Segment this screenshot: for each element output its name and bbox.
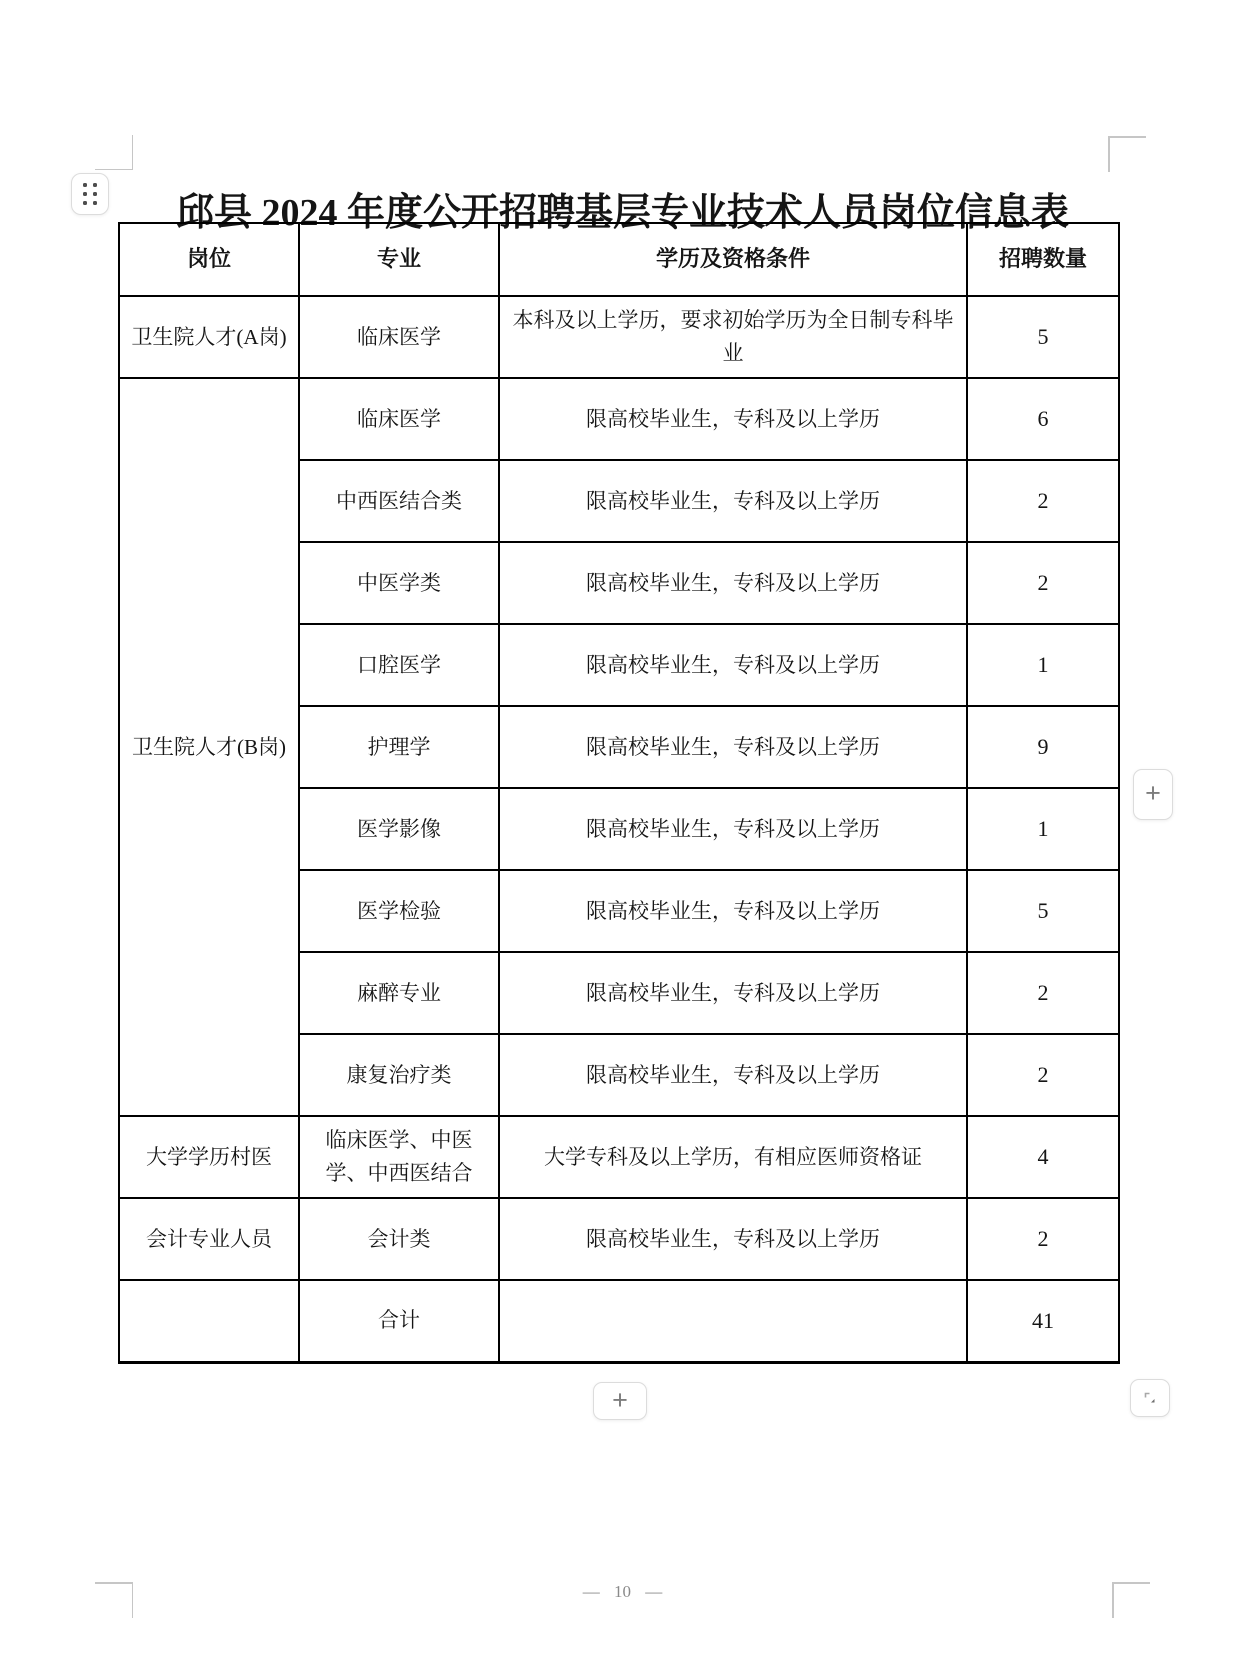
major-cell[interactable]: 临床医学 (299, 378, 499, 460)
count-cell[interactable]: 5 (967, 870, 1119, 952)
insert-right-button[interactable] (1133, 769, 1173, 820)
table-row-total (119, 1280, 1119, 1362)
count-cell[interactable]: 5 (967, 296, 1119, 378)
table-row (119, 1116, 1119, 1198)
count-cell[interactable]: 2 (967, 460, 1119, 542)
requirement-cell[interactable]: 限高校毕业生，专科及以上学历 (499, 706, 967, 788)
count-cell[interactable]: 9 (967, 706, 1119, 788)
requirement-cell[interactable]: 限高校毕业生，专科及以上学历 (499, 378, 967, 460)
table-row (119, 378, 1119, 460)
table-row (119, 296, 1119, 378)
major-cell[interactable]: 医学影像 (299, 788, 499, 870)
requirement-cell[interactable]: 限高校毕业生，专科及以上学历 (499, 870, 967, 952)
fullscreen-expand-icon (1140, 1388, 1160, 1408)
requirement-cell[interactable]: 限高校毕业生，专科及以上学历 (499, 1198, 967, 1280)
requirement-cell[interactable]: 大学专科及以上学历，有相应医师资格证 (499, 1116, 967, 1198)
major-cell[interactable]: 医学检验 (299, 870, 499, 952)
requirement-cell[interactable]: 限高校毕业生，专科及以上学历 (499, 1034, 967, 1116)
plus-icon: + (612, 1384, 628, 1415)
major-cell[interactable]: 中西医结合类 (299, 460, 499, 542)
major-cell[interactable]: 康复治疗类 (299, 1034, 499, 1116)
major-cell[interactable]: 中医学类 (299, 542, 499, 624)
page-number: — 10 — (582, 1582, 663, 1601)
major-cell[interactable]: 临床医学、中医学、中西医结合 (299, 1116, 499, 1198)
count-cell[interactable]: 2 (967, 952, 1119, 1034)
count-cell[interactable]: 2 (967, 1034, 1119, 1116)
requirement-cell[interactable]: 限高校毕业生，专科及以上学历 (499, 460, 967, 542)
requirement-cell[interactable]: 本科及以上学历，要求初始学历为全日制专科毕业 (499, 296, 967, 378)
major-cell[interactable]: 护理学 (299, 706, 499, 788)
count-cell[interactable]: 2 (967, 1198, 1119, 1280)
requirement-cell[interactable]: 限高校毕业生，专科及以上学历 (499, 542, 967, 624)
count-cell[interactable]: 2 (967, 542, 1119, 624)
plus-icon: + (1145, 778, 1161, 808)
major-cell[interactable]: 会计类 (299, 1198, 499, 1280)
major-cell[interactable]: 口腔医学 (299, 624, 499, 706)
position-cell[interactable] (119, 1280, 299, 1362)
margin-corner-mark-top-right (1108, 136, 1146, 172)
position-cell[interactable]: 大学学历村医 (119, 1116, 299, 1198)
fullscreen-button[interactable] (1130, 1379, 1170, 1417)
count-cell[interactable]: 41 (967, 1280, 1119, 1362)
header-row (119, 223, 1119, 296)
jobs-table (118, 222, 1120, 1364)
count-cell[interactable]: 6 (967, 378, 1119, 460)
table-row (119, 1198, 1119, 1280)
position-cell[interactable]: 卫生院人才(B岗) (119, 378, 299, 1116)
header-count[interactable]: 招聘数量 (967, 223, 1119, 296)
count-cell[interactable]: 1 (967, 624, 1119, 706)
requirement-cell[interactable]: 限高校毕业生，专科及以上学历 (499, 952, 967, 1034)
major-cell[interactable]: 临床医学 (299, 296, 499, 378)
header-major[interactable]: 专业 (299, 223, 499, 296)
margin-corner-mark-top-left (95, 135, 133, 170)
requirement-cell[interactable]: 限高校毕业生，专科及以上学历 (499, 788, 967, 870)
major-cell[interactable]: 合计 (299, 1280, 499, 1362)
doc-title[interactable]: 邱县 2024 年度公开招聘基层专业技术人员岗位信息表 (175, 192, 1069, 235)
count-cell[interactable]: 1 (967, 788, 1119, 870)
requirement-cell[interactable]: 限高校毕业生，专科及以上学历 (499, 624, 967, 706)
position-cell[interactable]: 卫生院人才(A岗) (119, 296, 299, 378)
insert-bottom-button[interactable] (593, 1382, 647, 1420)
major-cell[interactable]: 麻醉专业 (299, 952, 499, 1034)
position-cell[interactable]: 会计专业人员 (119, 1198, 299, 1280)
count-cell[interactable]: 4 (967, 1116, 1119, 1198)
header-position[interactable]: 岗位 (119, 223, 299, 296)
header-requirement[interactable]: 学历及资格条件 (499, 223, 967, 296)
requirement-cell[interactable] (499, 1280, 967, 1362)
